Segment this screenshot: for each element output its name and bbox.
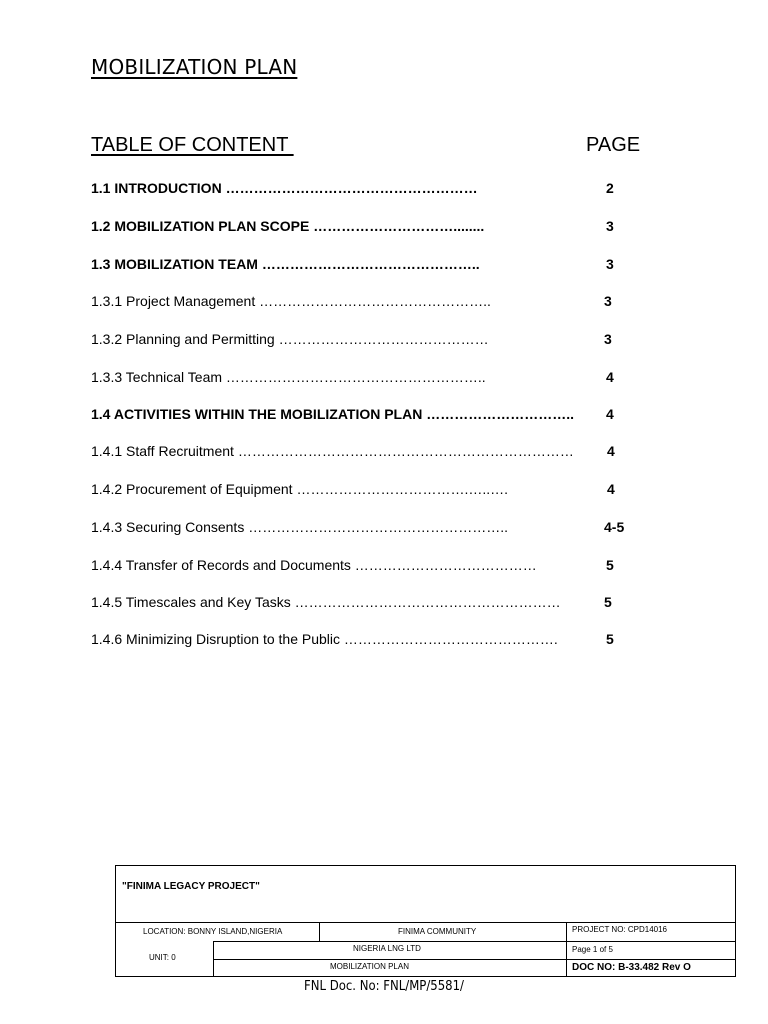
toc-entry-page: 4 (606, 369, 614, 385)
toc-entry-page: 3 (606, 218, 614, 234)
document-title: MOBILIZATION PLAN (91, 55, 298, 79)
toc-row (91, 519, 651, 539)
toc-entry-label: 1.4.3 Securing Consents ……………………………………………….. (91, 519, 508, 535)
toc-entry-label: 1.3.3 Technical Team ……………………………………………….. (91, 369, 486, 385)
toc-entry-page: 5 (604, 594, 612, 610)
table-divider (213, 941, 735, 942)
toc-entry-page: 4-5 (604, 519, 625, 535)
toc-entry-page: 5 (606, 557, 614, 573)
toc-entry-page: 4 (606, 406, 614, 422)
toc-row (91, 557, 651, 577)
page-column-heading: PAGE (586, 134, 641, 156)
toc-entry-label: 1.1 INTRODUCTION ……………………………………………… (91, 180, 478, 196)
table-divider (319, 922, 320, 941)
toc-entry-label: 1.3 MOBILIZATION TEAM ……………………………………….. (91, 256, 480, 272)
table-divider (566, 922, 567, 976)
toc-entry-page: 3 (604, 293, 612, 309)
toc-entry-page: 3 (604, 331, 612, 347)
toc-row (91, 218, 651, 238)
toc-entry-label: 1.4.2 Procurement of Equipment ……………………………….…..…. (91, 481, 509, 497)
toc-row (91, 369, 651, 389)
client-cell: NIGERIA LNG LTD (353, 944, 421, 953)
toc-row (91, 481, 651, 501)
toc-entry-label: 1.4.6 Minimizing Disruption to the Public ………………………………………. (91, 631, 558, 647)
toc-row (91, 406, 651, 426)
table-divider (116, 922, 735, 923)
document-title-cell: MOBILIZATION PLAN (330, 962, 409, 971)
toc-row (91, 331, 651, 351)
page-count-cell: Page 1 of 5 (572, 945, 613, 954)
community-cell: FINIMA COMMUNITY (398, 927, 477, 936)
table-divider (213, 941, 214, 976)
toc-entry-page: 2 (606, 180, 614, 196)
toc-entry-label: 1.3.1 Project Management ………………………………………….. (91, 293, 491, 309)
toc-heading: TABLE OF CONTENT (91, 134, 294, 156)
toc-entry-page: 5 (606, 631, 614, 647)
fnl-document-number: FNL Doc. No: FNL/MP/5581/ (304, 979, 464, 994)
toc-entry-label: 1.4 ACTIVITIES WITHIN THE MOBILIZATION PLAN ………………………….. (91, 406, 574, 422)
unit-cell: UNIT: 0 (149, 953, 176, 962)
toc-entry-page: 4 (607, 443, 615, 459)
project-number-cell: PROJECT NO: CPD14016 (572, 925, 667, 934)
toc-entry-label: 1.2 MOBILIZATION PLAN SCOPE …………………………........ (91, 218, 485, 234)
toc-row (91, 594, 651, 614)
toc-entry-label: 1.3.2 Planning and Permitting ……………………………………… (91, 331, 489, 347)
toc-entry-page: 3 (606, 256, 614, 272)
toc-row (91, 293, 651, 313)
toc-entry-label: 1.4.1 Staff Recruitment ……………………………………………………………… (91, 443, 574, 459)
table-divider (213, 959, 735, 960)
project-name: "FINIMA LEGACY PROJECT" (122, 881, 260, 892)
document-number-cell: DOC NO: B-33.482 Rev O (572, 962, 691, 973)
toc-row (91, 256, 651, 276)
toc-row (91, 180, 651, 200)
location-cell: LOCATION: BONNY ISLAND,NIGERIA (143, 927, 283, 936)
toc-row (91, 631, 651, 651)
title-block-table (115, 865, 736, 977)
toc-entry-page: 4 (607, 481, 615, 497)
toc-row (91, 443, 651, 463)
toc-entry-label: 1.4.4 Transfer of Records and Documents ………………………………… (91, 557, 537, 573)
toc-entry-label: 1.4.5 Timescales and Key Tasks ………………………………………………… (91, 594, 561, 610)
